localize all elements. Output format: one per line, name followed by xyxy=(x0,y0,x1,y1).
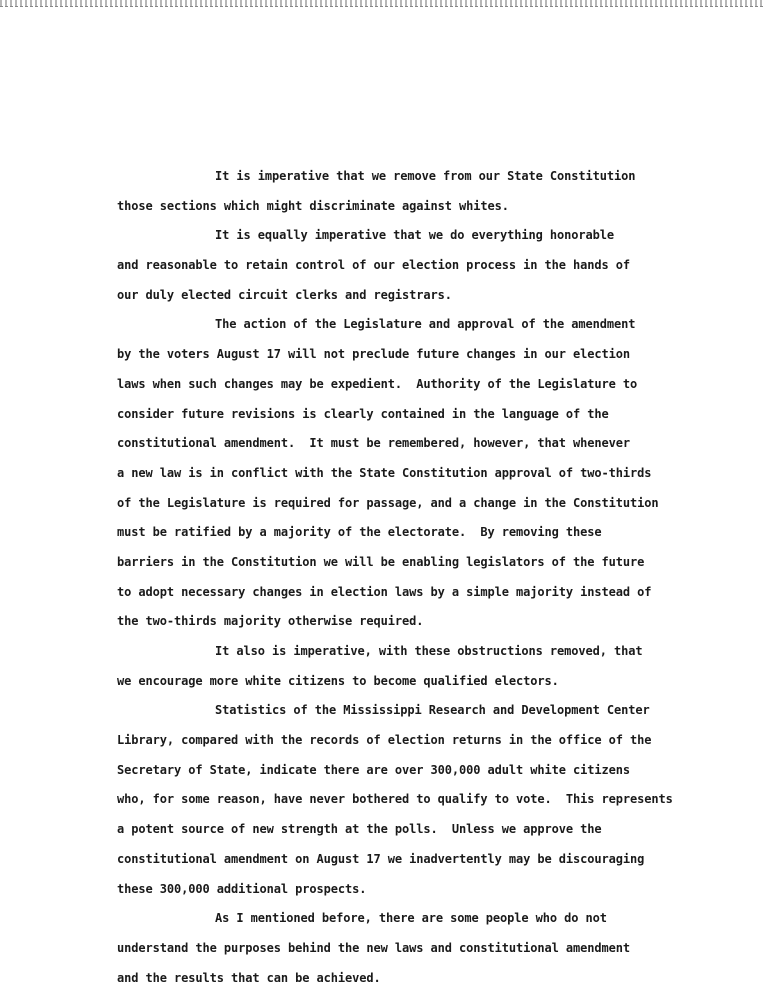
text-line: Statistics of the Mississippi Research and Development Center xyxy=(215,703,650,718)
text-line: to adopt necessary changes in election laws by a simple majority instead of xyxy=(117,584,652,599)
text-line: The action of the Legislature and approval of the amendment xyxy=(215,317,636,332)
paragraph-6 xyxy=(117,904,717,993)
text-line: and the results that can be achieved. xyxy=(117,970,381,985)
text-line: constitutional amendment on August 17 we inadvertently may be discouraging xyxy=(117,851,645,866)
text-line: these 300,000 additional prospects. xyxy=(117,881,367,896)
text-line: of the Legislature is required for passage, and a change in the Constitution xyxy=(117,495,659,510)
paragraph-2 xyxy=(117,221,717,310)
text-line: a potent source of new strength at the polls. Unless we approve the xyxy=(117,822,602,837)
text-line: we encourage more white citizens to become qualified electors. xyxy=(117,673,559,688)
text-line: Secretary of State, indicate there are over 300,000 adult white citizens xyxy=(117,762,630,777)
text-line: who, for some reason, have never bothered to qualify to vote. This represents xyxy=(117,792,673,807)
text-line: by the voters August 17 will not preclude future changes in our election xyxy=(117,347,630,362)
text-line: constitutional amendment. It must be remembered, however, that whenever xyxy=(117,436,630,451)
paragraph-1 xyxy=(117,162,717,221)
text-line: a new law is in conflict with the State Constitution approval of two-thirds xyxy=(117,465,652,480)
paragraph-3 xyxy=(117,310,717,637)
text-line: consider future revisions is clearly contained in the language of the xyxy=(117,406,609,421)
paragraph-5 xyxy=(117,696,717,904)
text-line: those sections which might discriminate against whites. xyxy=(117,198,509,213)
text-line: our duly elected circuit clerks and registrars. xyxy=(117,287,452,302)
text-line: laws when such changes may be expedient. Authority of the Legislature to xyxy=(117,376,638,391)
paragraph-4 xyxy=(117,637,717,696)
text-line: It is imperative that we remove from our State Constitution xyxy=(215,169,636,183)
text-line: As I mentioned before, there are some people who do not xyxy=(215,911,607,926)
text-line: It also is imperative, with these obstructions removed, that xyxy=(215,644,643,658)
text-line: understand the purposes behind the new laws and constitutional amendment xyxy=(117,940,630,955)
text-line: must be ratified by a majority of the electorate. By removing these xyxy=(117,525,602,540)
document-body xyxy=(117,162,717,993)
scan-top-edge xyxy=(0,0,763,7)
text-line: the two-thirds majority otherwise required. xyxy=(117,614,424,629)
text-line: It is equally imperative that we do everything honorable xyxy=(215,228,614,243)
text-line: barriers in the Constitution we will be enabling legislators of the future xyxy=(117,554,645,569)
text-line: and reasonable to retain control of our election process in the hands of xyxy=(117,258,630,273)
text-line: Library, compared with the records of election returns in the office of the xyxy=(117,733,652,748)
